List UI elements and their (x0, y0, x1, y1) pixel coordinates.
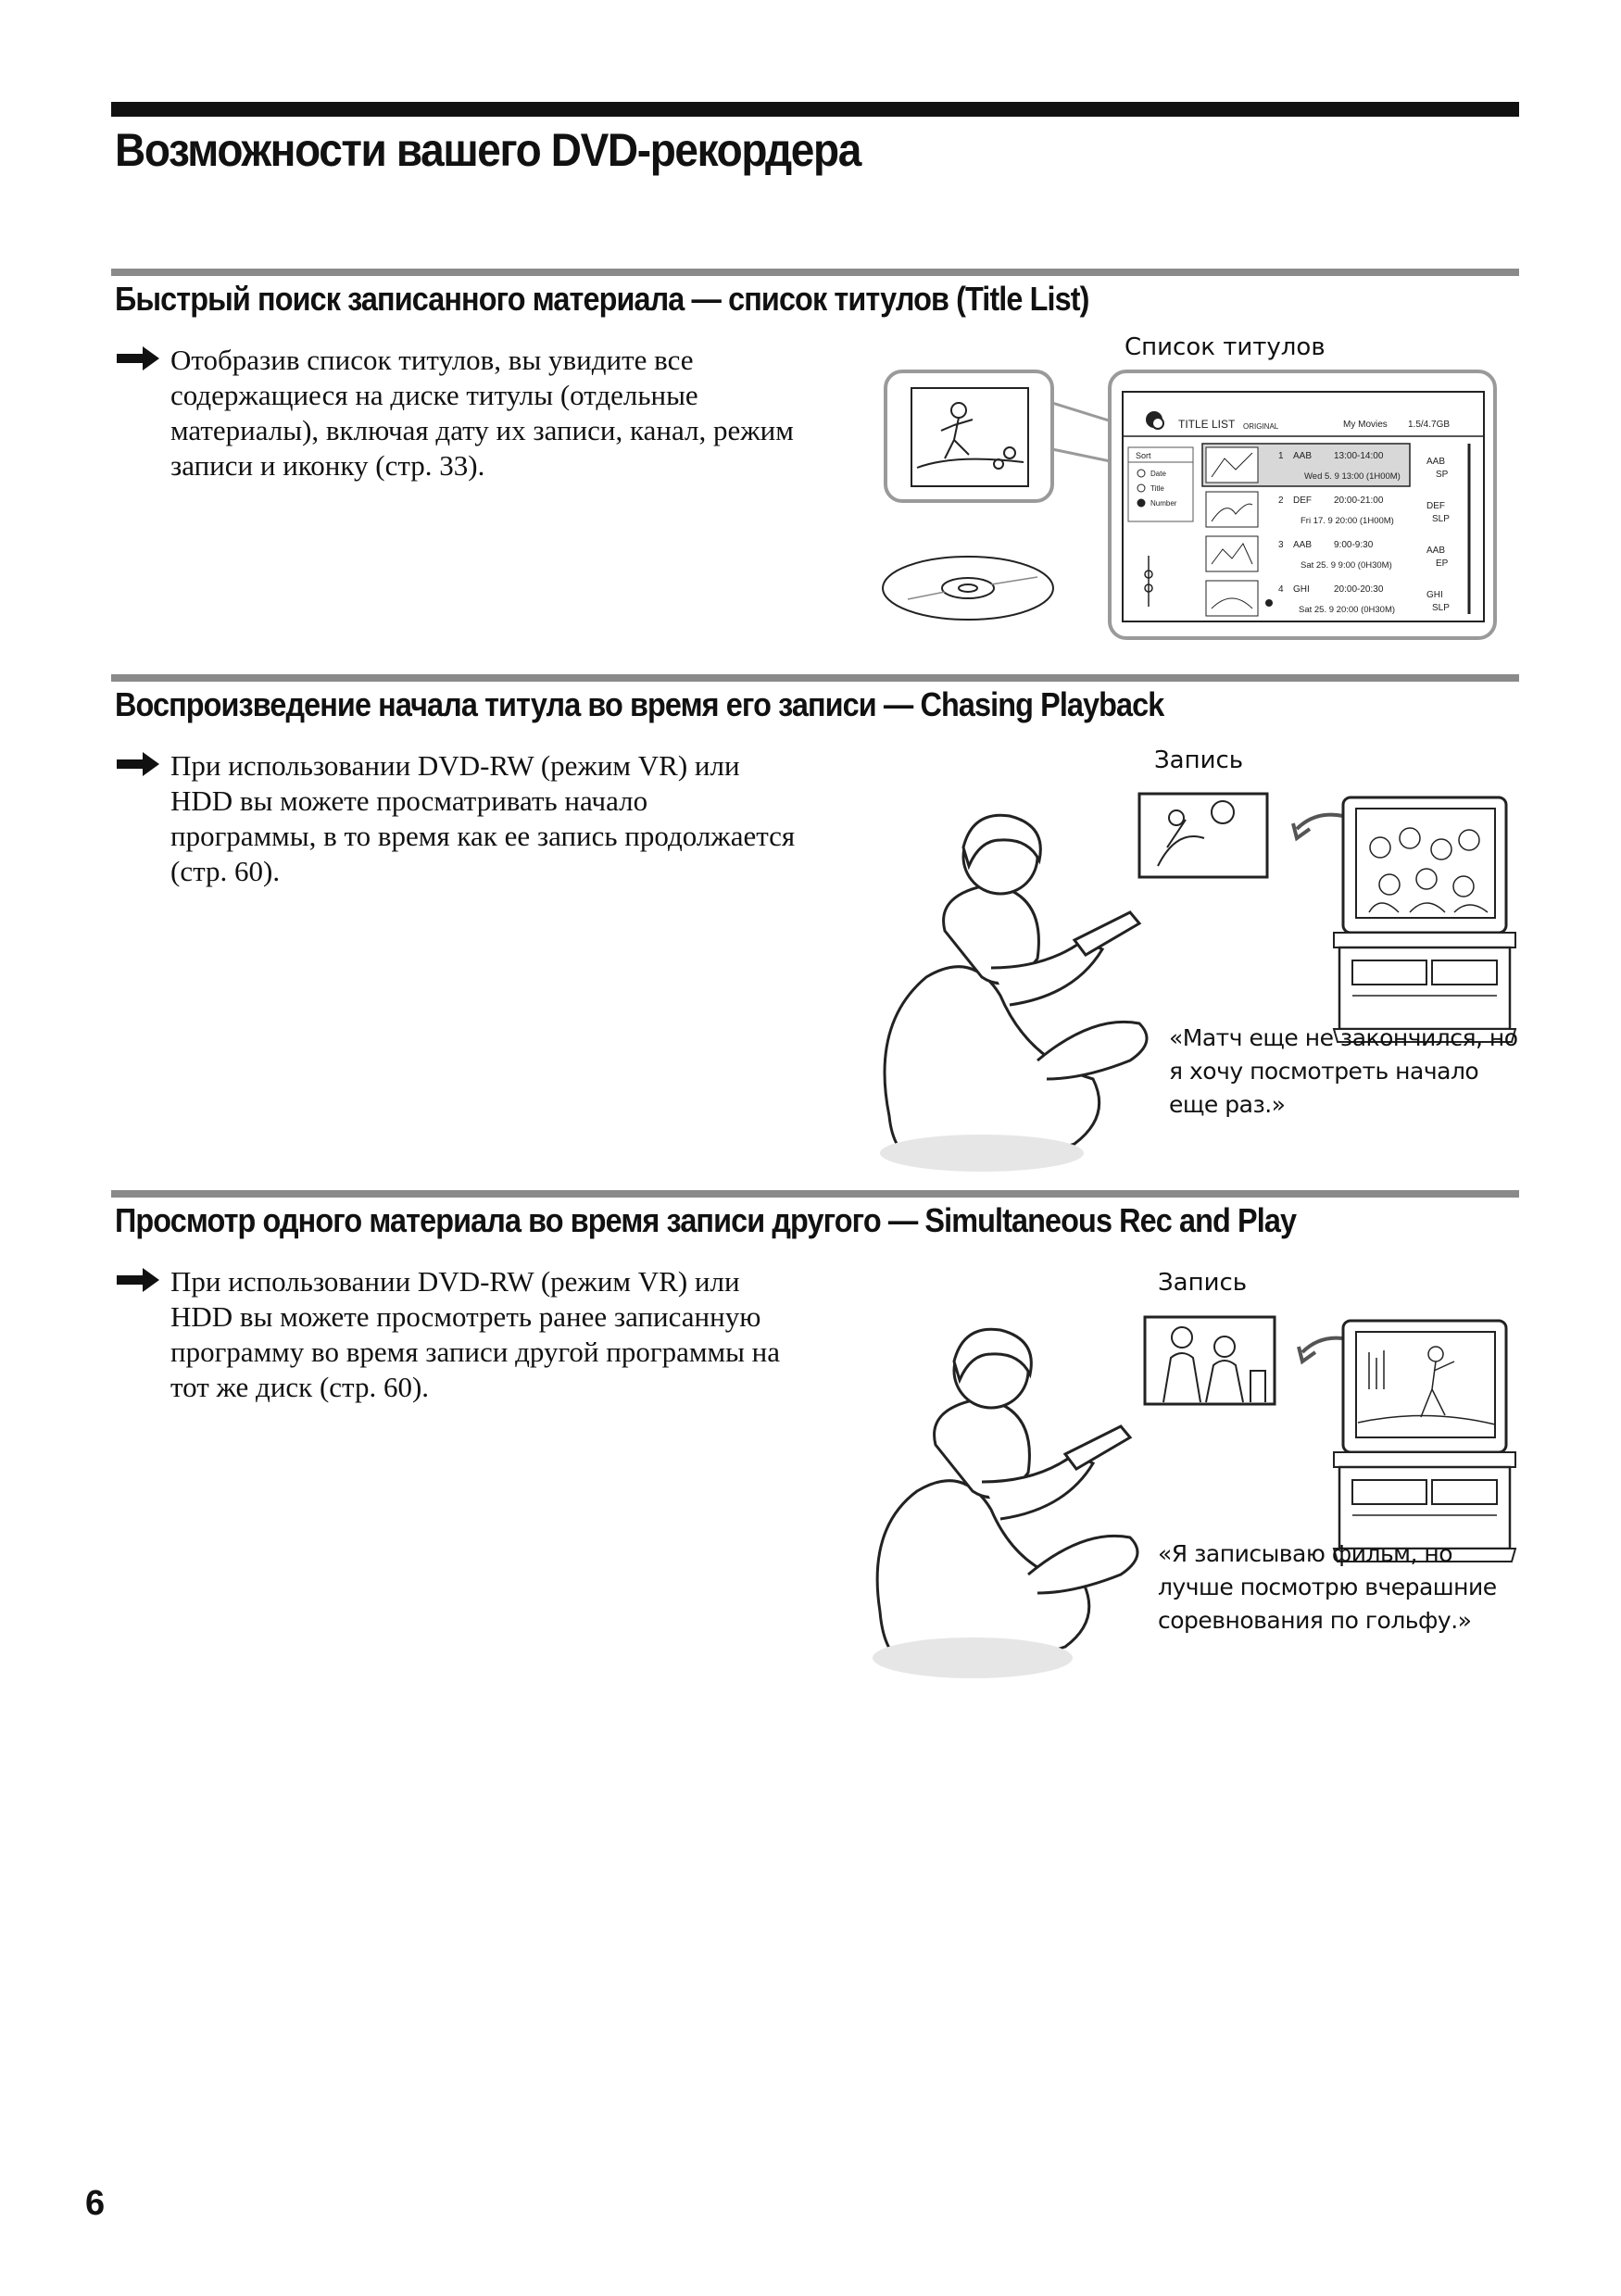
title-list-header: TITLE LIST (1178, 418, 1236, 431)
svg-text:2: 2 (1278, 496, 1284, 506)
svg-text:3: 3 (1278, 540, 1284, 550)
bullet-text: При использовании DVD-RW (режим VR) или HDD вы можете просмотреть ранее записанную программу во время записи другой программы на тот же диск (стр. 60). (170, 1265, 780, 1403)
svg-text:SP: SP (1436, 470, 1449, 480)
remote-control-icon (1074, 912, 1139, 955)
page-number: 6 (85, 2184, 106, 2223)
section-title-chasing-playback: Воспроизведение начала титула во время его записи — Chasing Playback (115, 685, 1164, 723)
svg-text:SLP: SLP (1432, 603, 1450, 613)
section-rule (111, 1190, 1519, 1198)
capacity: 1.5/4.7GB (1408, 420, 1451, 430)
sort-option-title[interactable]: Title (1150, 484, 1164, 493)
bullet-title-list (115, 343, 800, 483)
arrow-right-icon (115, 1266, 161, 1294)
section-rule (111, 269, 1519, 276)
quote-chasing-playback: «Матч еще не закончился, но я хочу посмотреть начало еще раз.» (1169, 1024, 1518, 1118)
svg-text:1: 1 (1278, 451, 1284, 461)
arrow-right-icon (115, 345, 161, 372)
svg-text:GHI: GHI (1293, 584, 1310, 595)
section-rule (111, 674, 1519, 682)
top-rule (111, 102, 1519, 117)
figure-label-recording: Запись (1158, 1269, 1248, 1297)
bullet-simultaneous (115, 1264, 800, 1405)
person-with-remote-illustration (880, 815, 1147, 1172)
arrow-right-icon (115, 750, 161, 778)
svg-text:Sat 25. 9 9:00 (0H30M): Sat 25. 9 9:00 (0H30M) (1301, 560, 1392, 571)
svg-text:AAB: AAB (1426, 546, 1446, 556)
svg-text:20:00-20:30: 20:00-20:30 (1334, 584, 1384, 595)
svg-text:Fri 17. 9 20:00 (1H00M): Fri 17. 9 20:00 (1H00M) (1301, 516, 1394, 526)
title-list-illustration (880, 366, 1501, 644)
bullet-text: При использовании DVD-RW (режим VR) или HDD вы можете просматривать начало программы, в то время как ее запись продолжается (стр. 60). (170, 749, 796, 887)
tv-icon (1334, 1321, 1515, 1562)
svg-text:GHI: GHI (1426, 590, 1443, 600)
section-title-simultaneous: Просмотр одного материала во время записи другого — Simultaneous Rec and Play (115, 1201, 1297, 1239)
title-list-header-sub: ORIGINAL (1243, 422, 1279, 431)
svg-text:EP: EP (1436, 558, 1449, 569)
sort-option-number[interactable]: Number (1150, 499, 1177, 508)
quote-simultaneous: «Я записываю фильм, но лучше посмотрю вчерашние соревнования по гольфу.» (1158, 1540, 1497, 1634)
svg-text:4: 4 (1278, 584, 1284, 595)
svg-text:DEF: DEF (1426, 501, 1445, 511)
disc-icon (883, 557, 1053, 620)
svg-text:20:00-21:00: 20:00-21:00 (1334, 496, 1384, 506)
bullet-text: Отобразив список титулов, вы увидите все содержащиеся на диске титулы (отдельные материалы), включая дату их записи, канал, режим записи и иконку (стр. 33). (170, 344, 794, 482)
person-with-remote-illustration (873, 1329, 1137, 1678)
svg-text:DEF: DEF (1293, 496, 1312, 506)
svg-text:13:00-14:00: 13:00-14:00 (1334, 451, 1384, 461)
figure-label-title-list: Список титулов (1125, 333, 1326, 361)
svg-text:AAB: AAB (1426, 457, 1446, 467)
svg-text:AAB: AAB (1293, 451, 1313, 461)
disc-name: My Movies (1343, 420, 1388, 430)
tv-icon (1334, 797, 1515, 1042)
section-title-title-list: Быстрый поиск записанного материала — список титулов (Title List) (115, 280, 1089, 318)
sort-label: Sort (1136, 451, 1151, 460)
bullet-chasing-playback (115, 748, 800, 889)
remote-control-icon (1065, 1426, 1130, 1469)
figure-label-recording: Запись (1154, 747, 1244, 774)
svg-text:SLP: SLP (1432, 514, 1450, 524)
svg-text:Wed 5. 9 13:00 (1H00M): Wed 5. 9 13:00 (1H00M) (1304, 471, 1401, 482)
page-title: Возможности вашего DVD-рекордера (115, 124, 861, 176)
sort-option-date[interactable]: Date (1150, 470, 1166, 478)
svg-text:9:00-9:30: 9:00-9:30 (1334, 540, 1374, 550)
svg-text:AAB: AAB (1293, 540, 1313, 550)
svg-text:Sat 25. 9 20:00 (0H30M): Sat 25. 9 20:00 (0H30M) (1299, 605, 1396, 615)
